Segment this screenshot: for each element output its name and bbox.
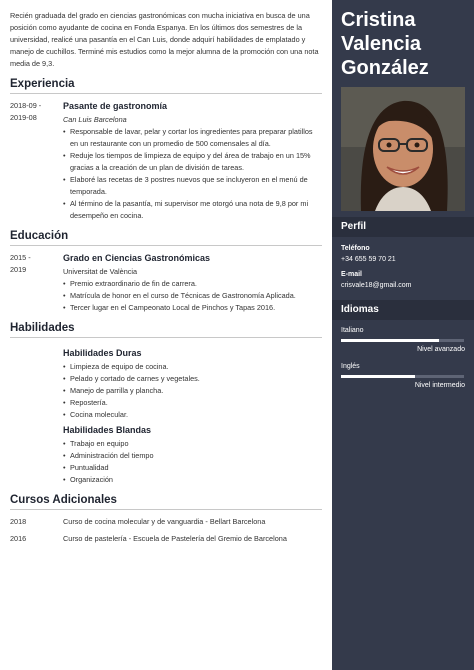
candidate-name <box>332 0 474 80</box>
list-item: • Pelado y cortado de carnes y vegetales. <box>63 373 322 385</box>
name-line: Cristina <box>341 9 416 31</box>
education-school: Universitat de València <box>63 267 138 276</box>
course-row <box>10 533 322 545</box>
course-name: Curso de cocina molecular y de vanguardia - Bellart Barcelona <box>63 517 266 526</box>
sidebar <box>332 0 474 670</box>
education-entry <box>10 252 322 314</box>
list-item: • Al término de la pasantía, mi supervisor me otorgó una nota de 9,8 por mi desempeño en cocina. <box>63 198 322 222</box>
language-level: Nivel intermedio <box>414 382 465 389</box>
education-dates <box>10 252 63 314</box>
experience-org: Can Luis Barcelona <box>63 115 127 124</box>
hard-skills-list <box>63 361 322 421</box>
phone-label: Teléfono <box>341 245 370 252</box>
list-item: • Responsable de lavar, pelar y cortar los ingredientes para preparar platillos en un restaurante con un promedio de 500 comensales al día. <box>63 126 322 150</box>
profile-photo <box>341 87 465 211</box>
email-value: crisvale18@gmail.com <box>341 282 412 289</box>
list-item: • Puntualidad <box>63 462 322 474</box>
experience-date-end: 2019-08 <box>10 113 37 122</box>
skills-entry <box>10 344 322 486</box>
list-item: • Tercer lugar en el Campeonato Local de Pinchos y Tapas 2016. <box>63 302 322 314</box>
profile-section <box>332 217 474 289</box>
experience-bullets <box>63 126 322 222</box>
course-name: Curso de pastelería - Escuela de Pastelería del Gremio de Barcelona <box>63 534 287 543</box>
language-bar <box>341 375 464 378</box>
hard-skills-heading: Habilidades Duras <box>63 348 142 358</box>
course-year: 2018 <box>10 517 27 526</box>
list-item: • Limpieza de equipo de cocina. <box>63 361 322 373</box>
profile-heading: Perfil <box>332 217 474 237</box>
soft-skills-list <box>63 438 322 486</box>
education-date-end: 2019 <box>10 265 27 274</box>
languages-heading: Idiomas <box>332 300 474 320</box>
language-bar <box>341 339 464 342</box>
language-name: Italiano <box>341 327 364 334</box>
language-level: Nivel avanzado <box>417 346 465 353</box>
list-item: • Elaboré las recetas de 3 postres nuevos que se incluyeron en el menú de temporada. <box>63 174 322 198</box>
language-item <box>332 327 474 353</box>
list-item: • Trabajo en equipo <box>63 438 322 450</box>
list-item: • Manejo de parrilla y plancha. <box>63 385 322 397</box>
language-bar-fill <box>341 375 415 378</box>
languages-section <box>332 300 474 389</box>
list-item: • Matrícula de honor en el curso de Técnicas de Gastronomía Aplicada. <box>63 290 322 302</box>
email-label: E-mail <box>341 271 363 278</box>
education-degree: Grado en Ciencias Gastronómicas <box>63 253 211 263</box>
experience-date-start: 2018-09 - <box>10 101 42 110</box>
summary-text: Recién graduada del grado en ciencias gastronómicas con mucha iniciativa en busca de una posición como ayudante de cocina en Fonda Espanya. En los últimos dos semestres de la universidad, realicé una pasantía en el Can Luis, donde adquirí habilidades de emplatado y manejo de cuchillos. Terminé mis estudios como la mejor alumna de la promoción con una nota media de 9,3. <box>10 11 319 68</box>
name-line: González <box>341 57 429 79</box>
courses-heading: Cursos Adicionales <box>10 494 322 510</box>
language-bar-fill <box>341 339 439 342</box>
name-line: Valencia <box>341 33 422 55</box>
list-item: • Cocina molecular. <box>63 409 322 421</box>
list-item: • Reduje los tiempos de limpieza de equipo y del área de trabajo en un 15% gracias a la creación de un plan de división de tareas. <box>63 150 322 174</box>
course-row <box>10 516 322 528</box>
soft-skills-heading: Habilidades Blandas <box>63 425 152 435</box>
experience-dates <box>10 100 63 222</box>
list-item: • Organización <box>63 474 322 486</box>
education-heading: Educación <box>10 230 322 246</box>
language-name: Inglés <box>341 363 360 370</box>
experience-entry <box>10 100 322 222</box>
experience-heading: Experiencia <box>10 78 322 94</box>
phone-value: +34 655 59 70 21 <box>341 256 396 263</box>
course-year: 2016 <box>10 534 27 543</box>
list-item: • Premio extraordinario de fin de carrera. <box>63 278 322 290</box>
education-bullets <box>63 278 322 314</box>
education-date-start: 2015 - <box>10 253 31 262</box>
skills-heading: Habilidades <box>10 322 322 338</box>
list-item: • Repostería. <box>63 397 322 409</box>
experience-role: Pasante de gastronomía <box>63 101 168 111</box>
language-item <box>332 363 474 389</box>
list-item: • Administración del tiempo <box>63 450 322 462</box>
